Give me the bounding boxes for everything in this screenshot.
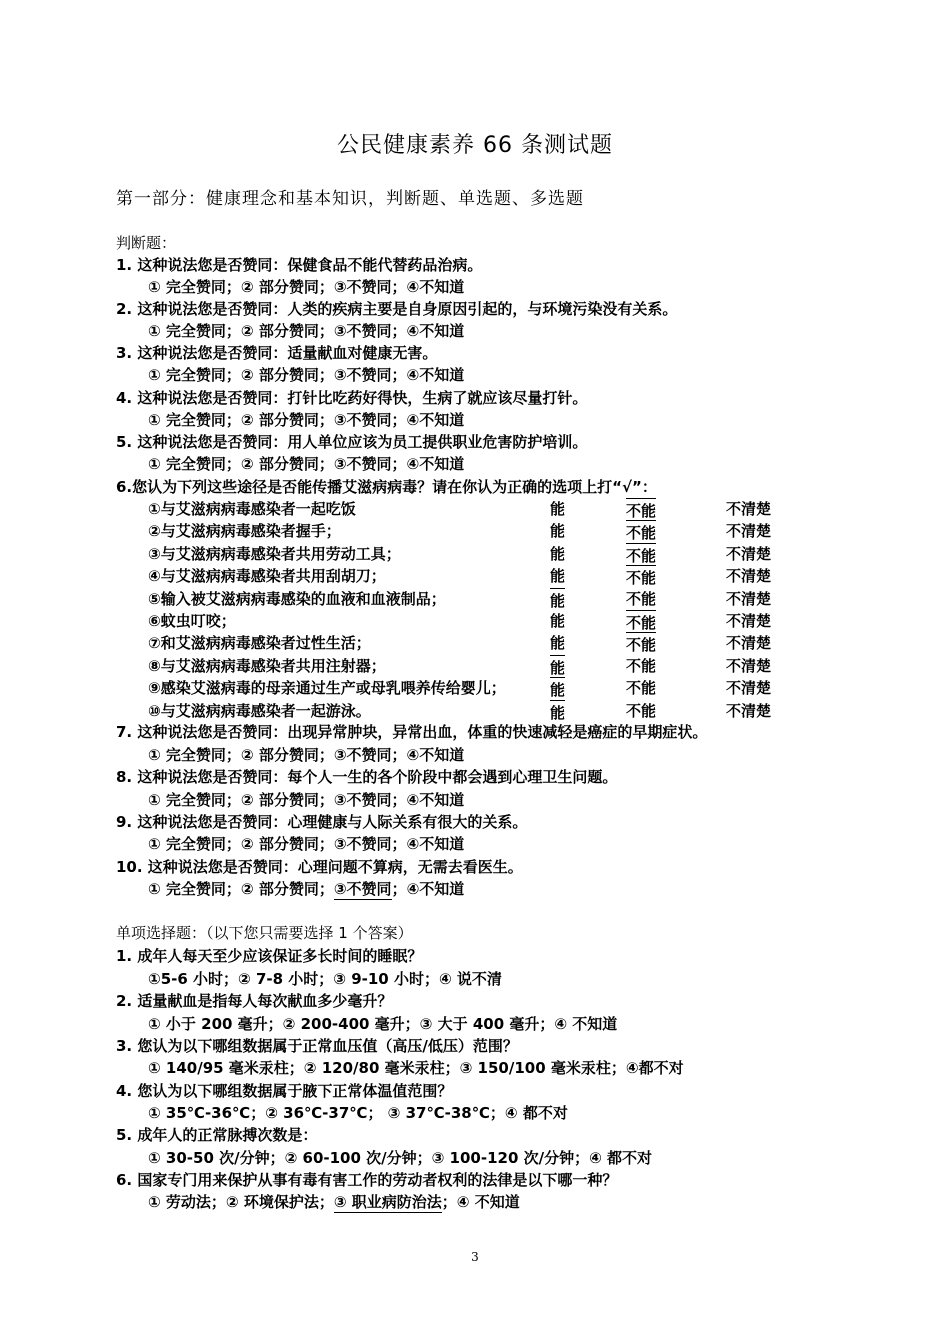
q6-option-no[interactable]: 不能 [626,610,656,633]
single-options-2: ① 小于 200 毫升；② 200-400 毫升；③ 大于 400 毫升；④ 不知道 [148,1015,618,1033]
q6-option-unsure[interactable]: 不清楚 [726,679,772,697]
options-8: ① 完全赞同；② 部分赞同；③不赞同；④不知道 [148,791,465,809]
single-question-2: 2. 适量献血是指每人每次献血多少毫升？ [116,992,393,1010]
options-10-marked: ③不赞同 [333,880,392,898]
options-2: ① 完全赞同；② 部分赞同；③不赞同；④不知道 [148,322,465,340]
single-options-6 [148,1191,520,1212]
single-options-6-tail: ；④ 不知道 [441,1193,520,1211]
options-10-tail: ；④不知道 [391,880,465,898]
q6-option-yes[interactable]: 能 [550,588,565,611]
q6-option-yes[interactable]: 能 [550,634,566,652]
options-1: ① 完全赞同；② 部分赞同；③不赞同；④不知道 [148,278,465,296]
q6-option-no[interactable]: 不能 [626,679,657,697]
q6-option-unsure[interactable]: 不清楚 [726,612,772,630]
q6-option-yes[interactable]: 能 [550,522,566,540]
q6-option-unsure[interactable]: 不清楚 [726,590,772,608]
q6-option-unsure[interactable]: 不清楚 [726,567,772,585]
q6-item-label: ⑥蚊虫叮咬； [148,612,236,630]
q6-option-no[interactable]: 不能 [626,657,657,675]
single-options-5: ① 30-50 次/分钟；② 60-100 次/分钟；③ 100-120 次/分钟；④ 都不对 [148,1149,653,1167]
single-options-1: ①5-6 小时；② 7-8 小时；③ 9-10 小时；④ 说不清 [148,970,502,988]
q6-option-unsure[interactable]: 不清楚 [726,522,772,540]
page-number: 3 [471,1250,479,1264]
q6-item-label: ②与艾滋病病毒感染者握手； [148,522,341,540]
q6-option-unsure[interactable]: 不清楚 [726,634,772,652]
single-question-3: 3. 您认为以下哪组数据属于正常血压值（高压/低压）范围？ [116,1037,518,1055]
judge-heading: 判断题： [116,234,177,252]
options-9: ① 完全赞同；② 部分赞同；③不赞同；④不知道 [148,835,465,853]
q6-option-unsure[interactable]: 不清楚 [726,657,772,675]
q6-option-yes[interactable]: 能 [550,567,566,585]
question-10: 10. 这种说法您是否赞同：心理问题不算病，无需去看医生。 [116,858,523,876]
single-heading: 单项选择题：（以下您只需要选择 1 个答案） [116,924,413,942]
q6-item-label: ⑦和艾滋病病毒感染者过性生活； [148,634,371,652]
q6-option-yes[interactable]: 能 [550,655,565,678]
q6-option-unsure[interactable]: 不清楚 [726,545,772,563]
q6-option-unsure[interactable]: 不清楚 [726,500,772,518]
single-question-4: 4. 您认为以下哪组数据属于腋下正常体温值范围？ [116,1082,453,1100]
q6-option-no[interactable]: 不能 [626,520,656,543]
question-6: 6.您认为下列这些途径是否能传播艾滋病病毒？请在你认为正确的选项上打“√”： [116,478,657,496]
question-4: 4. 这种说法您是否赞同：打针比吃药好得快，生病了就应该尽量打针。 [116,389,588,407]
options-10 [148,878,464,899]
q6-option-no[interactable]: 不能 [626,702,657,720]
q6-item-label: ⑩与艾滋病病毒感染者一起游泳。 [148,702,371,720]
q6-option-no[interactable]: 不能 [626,543,656,566]
q6-item-label: ④与艾滋病病毒感染者共用刮胡刀； [148,567,386,585]
q6-option-unsure[interactable]: 不清楚 [726,702,772,720]
options-7: ① 完全赞同；② 部分赞同；③不赞同；④不知道 [148,746,465,764]
q6-option-no[interactable]: 不能 [626,632,656,655]
options-10-head: ① 完全赞同；② 部分赞同； [148,880,334,898]
q6-option-yes[interactable]: 能 [550,545,566,563]
options-5: ① 完全赞同；② 部分赞同；③不赞同；④不知道 [148,455,465,473]
question-8: 8. 这种说法您是否赞同：每个人一生的各个阶段中都会遇到心理卫生问题。 [116,768,618,786]
q6-item-label: ⑨感染艾滋病毒的母亲通过生产或母乳喂养传给婴儿； [148,679,506,697]
q6-item-label: ①与艾滋病病毒感染者一起吃饭 [148,500,356,518]
q6-option-yes[interactable]: 能 [550,612,566,630]
q6-option-no[interactable]: 不能 [626,565,656,588]
question-5: 5. 这种说法您是否赞同：用人单位应该为员工提供职业危害防护培训。 [116,433,588,451]
question-7: 7. 这种说法您是否赞同：出现异常肿块，异常出血，体重的快速减轻是癌症的早期症状。 [116,723,708,741]
q6-option-no[interactable]: 不能 [626,590,657,608]
single-options-3: ① 140/95 毫米汞柱；② 120/80 毫米汞柱；③ 150/100 毫米汞柱；④都不对 [148,1059,684,1077]
q6-option-yes[interactable]: 能 [550,700,565,723]
q6-option-yes[interactable]: 能 [550,500,566,518]
options-3: ① 完全赞同；② 部分赞同；③不赞同；④不知道 [148,366,465,384]
single-question-1: 1. 成年人每天至少应该保证多长时间的睡眠？ [116,947,423,965]
q6-option-yes[interactable]: 能 [550,677,565,700]
options-4: ① 完全赞同；② 部分赞同；③不赞同；④不知道 [148,411,465,429]
question-1: 1. 这种说法您是否赞同：保健食品不能代替药品治病。 [116,256,483,274]
single-options-4: ① 35℃-36℃；② 36℃-37℃； ③ 37℃-38℃；④ 都不对 [148,1104,568,1122]
question-3: 3. 这种说法您是否赞同：适量献血对健康无害。 [116,344,438,362]
question-9: 9. 这种说法您是否赞同：心理健康与人际关系有很大的关系。 [116,813,528,831]
single-question-6: 6. 国家专门用来保护从事有毒有害工作的劳动者权利的法律是以下哪一种？ [116,1171,618,1189]
single-question-5: 5. 成年人的正常脉搏次数是： [116,1126,318,1144]
single-options-6-marked: ③ 职业病防治法 [333,1193,442,1211]
q6-item-label: ⑤输入被艾滋病病毒感染的血液和血液制品； [148,590,446,608]
question-2: 2. 这种说法您是否赞同：人类的疾病主要是自身原因引起的，与环境污染没有关系。 [116,300,678,318]
q6-item-label: ③与艾滋病病毒感染者共用劳动工具； [148,545,401,563]
section-heading: 第一部分：健康理念和基本知识，判断题、单选题、多选题 [116,189,584,209]
q6-item-label: ⑧与艾滋病病毒感染者共用注射器； [148,657,386,675]
q6-option-no[interactable]: 不能 [626,498,656,521]
single-options-6-head: ① 劳动法；② 环境保护法； [148,1193,334,1211]
document-title: 公民健康素养 66 条测试题 [337,133,613,158]
